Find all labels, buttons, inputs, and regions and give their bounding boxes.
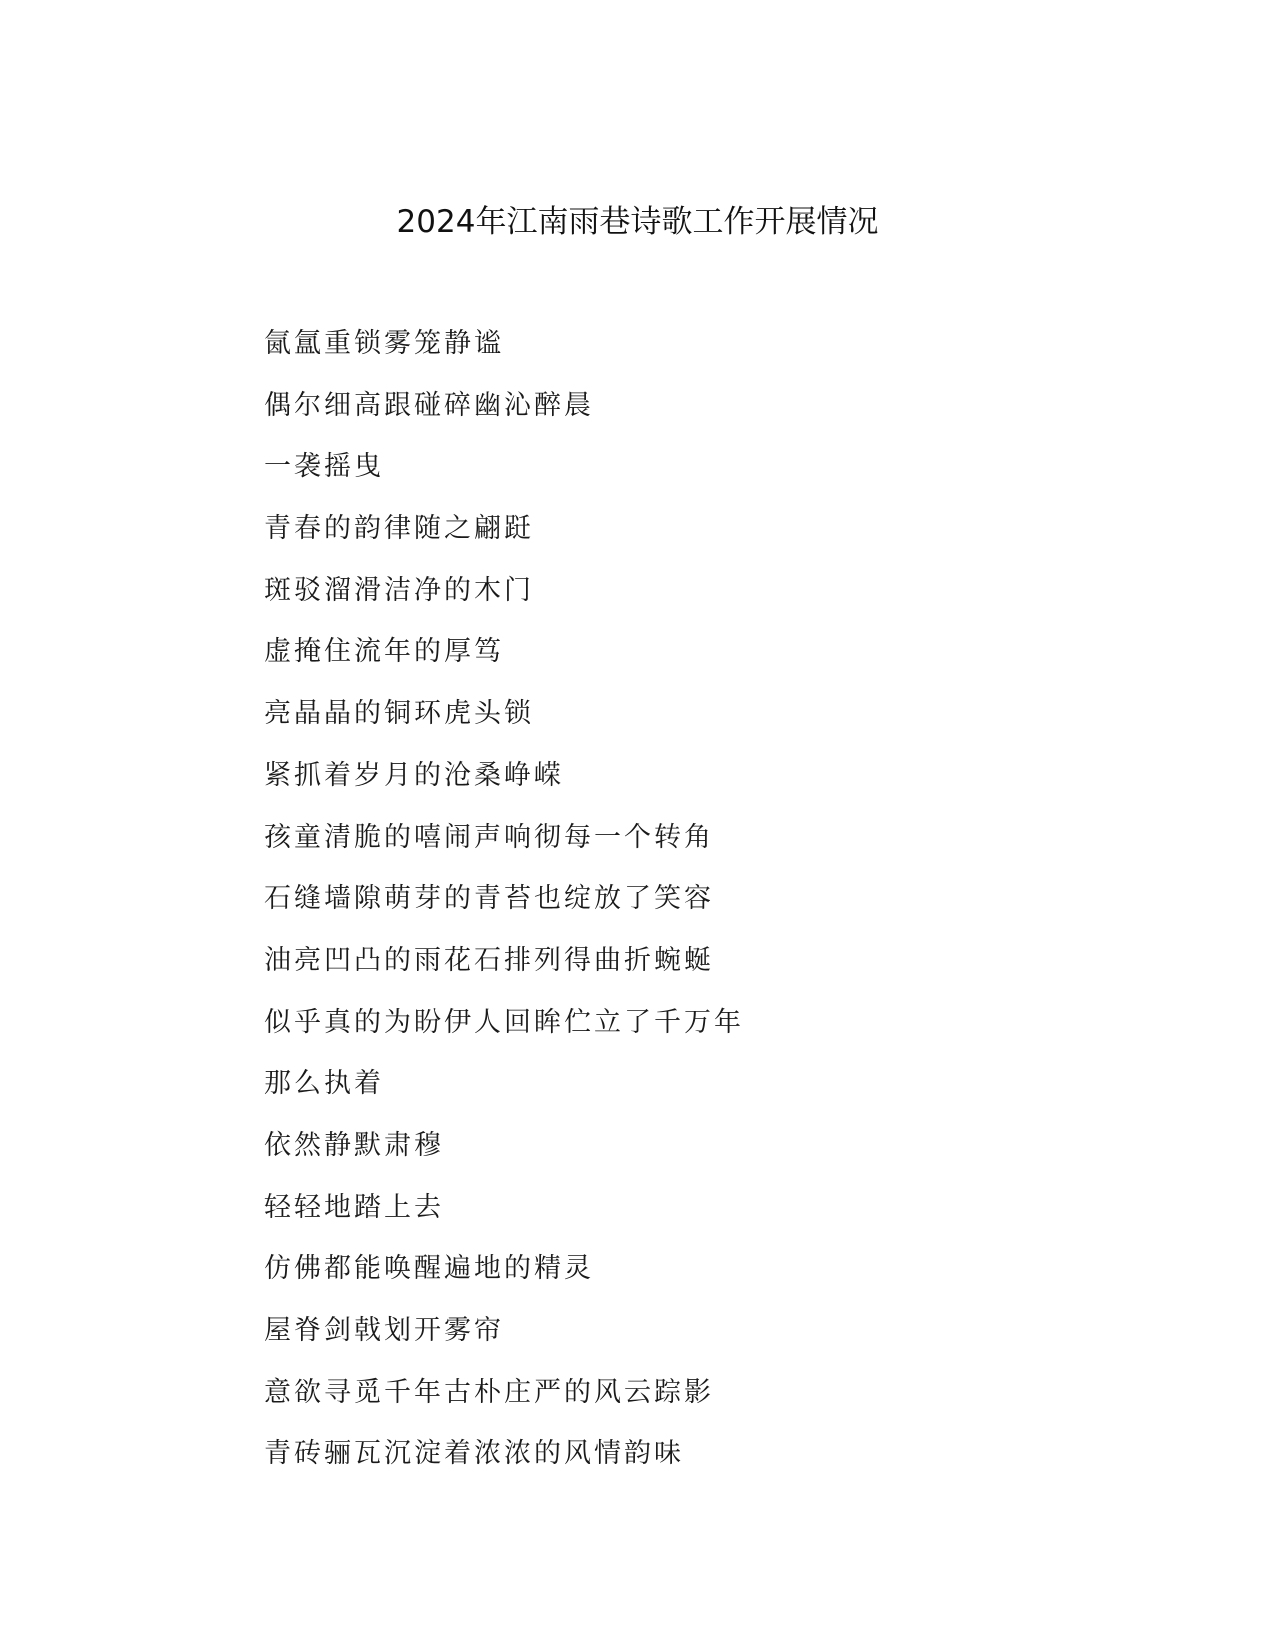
poem-line: 亮晶晶的铜环虎头锁 [264,698,534,730]
poem-line: 孩童清脆的嘻闹声响彻每一个转角 [264,821,714,853]
poem-line: 偶尔细高跟碰碎幽沁醉晨 [264,389,594,421]
poem-line: 氤氲重锁雾笼静谧 [264,328,504,359]
poem-line: 紧抓着岁月的沧桑峥嵘 [264,759,564,791]
poem-line: 石缝墙隙萌芽的青苔也绽放了笑容 [264,883,714,915]
poem-line: 意欲寻觅千年古朴庄严的风云踪影 [264,1376,714,1408]
poem-line: 青砖骊瓦沉淀着浓浓的风情韵味 [264,1438,684,1470]
poem-line: 轻轻地踏上去 [264,1191,444,1223]
poem-line: 屋脊剑戟划开雾帘 [264,1315,504,1346]
poem-line: 那么执着 [264,1068,384,1100]
poem-line: 一袭摇曳 [264,451,384,483]
poem-line: 斑驳溜滑洁净的木门 [264,574,534,606]
poem-body [264,324,1164,1496]
document-title: 2024年江南雨巷诗歌工作开展情况 [396,204,879,240]
poem-line: 似乎真的为盼伊人回眸伫立了千万年 [264,1006,744,1038]
poem-line: 油亮凹凸的雨花石排列得曲折蜿蜒 [264,944,714,976]
poem-line: 虚掩住流年的厚笃 [264,636,504,668]
poem-line: 青春的韵律随之翩跹 [264,513,534,545]
poem-line: 仿佛都能唤醒遍地的精灵 [264,1253,594,1285]
poem-line: 依然静默肃穆 [264,1129,444,1161]
